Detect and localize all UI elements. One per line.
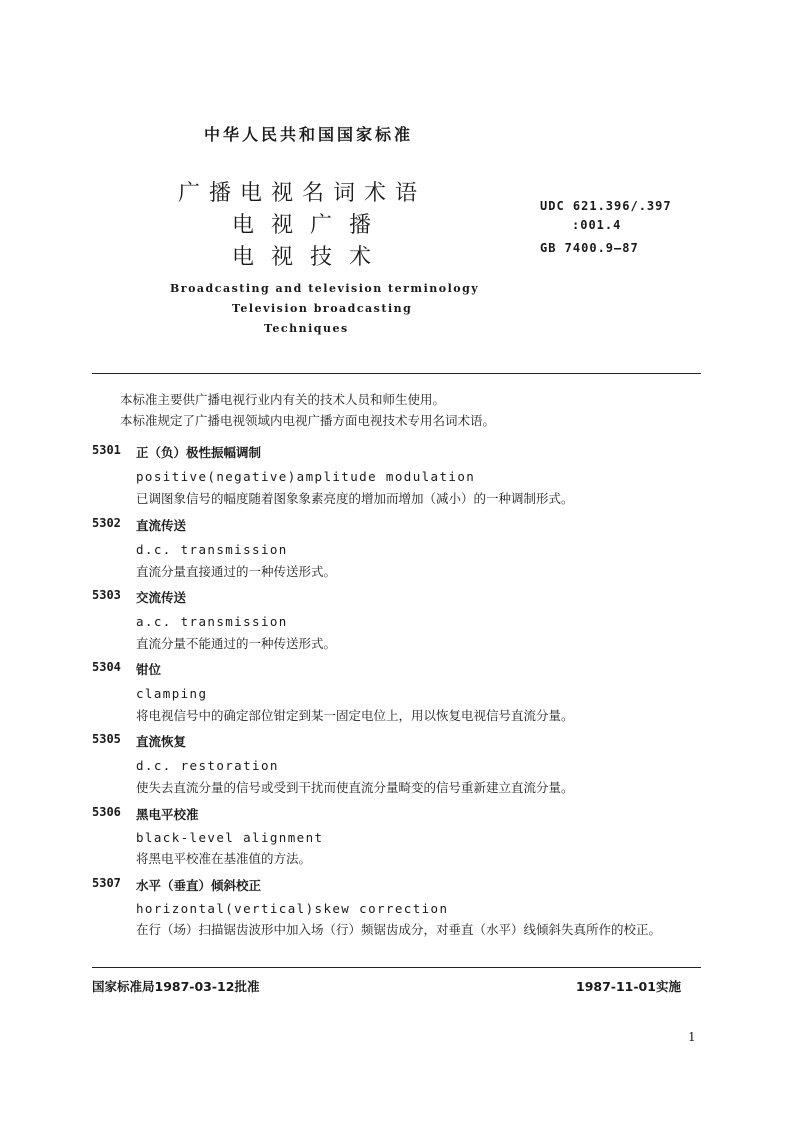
footer-divider: [92, 967, 701, 968]
term-english: positive(negative)amplitude modulation: [136, 469, 476, 484]
udc-code-suffix: :001.4: [572, 218, 622, 232]
term-chinese: 钳位: [136, 662, 162, 677]
intro-line: 本标准规定了广播电视领域内电视广播方面电视技术专用名词术语。: [120, 413, 496, 428]
term-number: 5303: [92, 588, 121, 602]
term-number: 5307: [92, 876, 121, 890]
document-title: 广播电视名词术语: [178, 181, 427, 206]
term-chinese: 直流传送: [136, 518, 187, 533]
document-subtitle-2: 电视技术: [232, 245, 389, 270]
term-number: 5304: [92, 660, 121, 674]
term-number: 5302: [92, 516, 121, 530]
intro-line: 本标准主要供广播电视行业内有关的技术人员和师生使用。: [120, 392, 446, 407]
term-english: d.c. restoration: [136, 758, 279, 773]
term-chinese: 正（负）极性振幅调制: [136, 445, 262, 460]
english-subtitle-2: Techniques: [264, 322, 349, 335]
term-definition: 使失去直流分量的信号或受到干扰而使直流分量畸变的信号重新建立直流分量。: [136, 780, 574, 795]
term-number: 5301: [92, 443, 121, 457]
page-number: 1: [688, 1030, 696, 1044]
term-chinese: 直流恢复: [136, 734, 187, 749]
term-chinese: 黑电平校准: [136, 807, 199, 822]
term-number: 5305: [92, 732, 121, 746]
term-definition: 在行（场）扫描锯齿波形中加入场（行）频锯齿成分，对垂直（水平）线倾斜失真所作的校正。: [136, 922, 662, 937]
term-definition: 将黑电平校准在基准值的方法。: [136, 851, 312, 866]
term-english: horizontal(vertical)skew correction: [136, 901, 449, 916]
udc-code: UDC 621.396/.397: [540, 199, 672, 213]
english-subtitle-1: Television broadcasting: [232, 302, 413, 315]
term-english: d.c. transmission: [136, 542, 288, 557]
term-english: clamping: [136, 686, 208, 701]
effective-date: 1987-11-01实施: [576, 979, 681, 994]
term-english: black-level alignment: [136, 830, 324, 845]
term-definition: 直流分量不能通过的一种传送形式。: [136, 636, 337, 651]
english-title: Broadcasting and television terminology: [170, 282, 480, 295]
document-subtitle-1: 电视广播: [232, 213, 389, 238]
organization-title: 中华人民共和国国家标准: [204, 125, 414, 144]
term-definition: 直流分量直接通过的一种传送形式。: [136, 564, 337, 579]
term-definition: 将电视信号中的确定部位钳定到某一固定电位上，用以恢复电视信号直流分量。: [136, 708, 574, 723]
term-number: 5306: [92, 805, 121, 819]
term-chinese: 交流传送: [136, 590, 187, 605]
term-chinese: 水平（垂直）倾斜校正: [136, 878, 262, 893]
term-english: a.c. transmission: [136, 614, 288, 629]
approval-date: 国家标准局1987-03-12批准: [92, 979, 260, 994]
term-definition: 已调图象信号的幅度随着图象象素亮度的增加而增加（减小）的一种调制形式。: [136, 491, 574, 506]
header-divider: [92, 373, 701, 374]
gb-code: GB 7400.9—87: [540, 241, 639, 255]
